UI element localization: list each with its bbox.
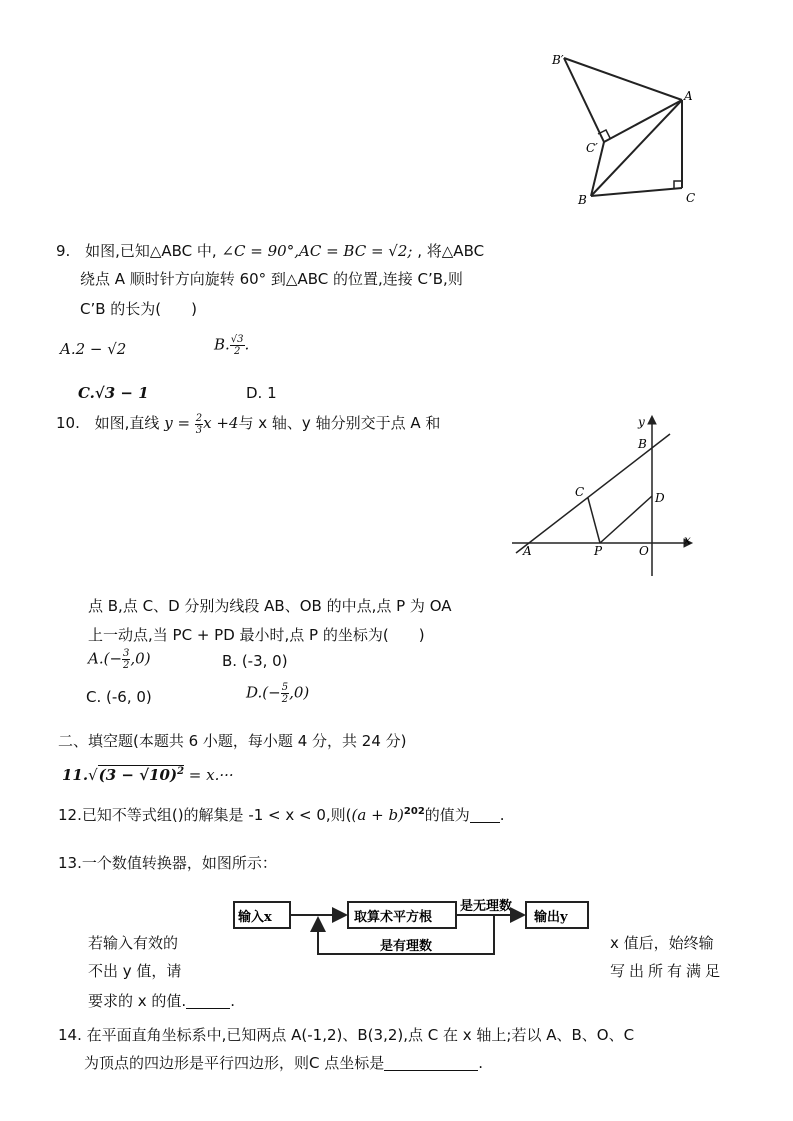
label-cprime: C′ [586,141,598,155]
numerator: 5 [281,682,289,693]
segment-p-d [600,496,652,543]
slope-fraction [195,413,203,436]
option-a: A.2 − √2 [60,340,127,358]
question-14-line2 [84,1052,483,1073]
exponent: 2 [177,766,185,777]
question-11 [62,766,234,784]
converter-flowchart [228,890,598,962]
sqrt-sign: √ [88,766,98,784]
label-o: O [639,544,649,558]
line-equation [164,412,239,436]
label-bprime: B′ [552,53,564,67]
question-text: 如图,已知△ABC 中, [85,242,217,260]
numerator: √3 [230,334,244,345]
equation-lhs: y = [164,414,191,432]
question-text: 为顶点的四边形是平行四边形，则C 点坐标是 [84,1054,385,1072]
answer-blank[interactable] [470,806,500,823]
denominator: 2 [123,660,130,671]
question-14-line1: 14. 在平面直角坐标系中,已知两点 A(-1,2)、B(3,2),点 C 在 x 轴上;若以 A、B、O、C [58,1026,635,1044]
coordinate-figure [508,412,694,582]
label-b: B [578,193,587,207]
segment-c-p [588,498,600,543]
box-input-label: 输入x [238,910,272,925]
question-9-line3: C’B 的长为( ) [80,300,198,318]
question-text: 的值为 [424,806,470,824]
box-input [234,902,290,928]
equation-rhs: x +4 [203,414,239,432]
label-x: x [684,533,691,547]
question-13: 13.一个数值转换器，如图所示： [58,854,277,872]
option-d: D. 1 [246,384,277,402]
label-c: C [686,191,696,205]
label-p: P [594,544,603,558]
exponent: 202 [403,806,425,817]
q13-text-left-2: 不出 y 值，请 [88,962,182,980]
label-b: B [638,437,647,451]
q13-text-right-1: x 值后，始终输 [610,934,714,952]
q13-text-left-3 [88,990,235,1011]
question-10 [56,412,440,436]
question-12 [58,804,505,825]
box-output-label: 输出y [534,910,568,925]
label-y: y [638,415,645,429]
q13-text-left-1: 若输入有效的 [88,934,179,952]
segment-cp-a [604,100,682,142]
y-axis-arrow-icon [648,416,656,424]
question-text: , 将△ABC [417,242,485,260]
numerator: 3 [123,648,130,659]
segment-a-b [591,100,682,196]
question-text: 12.已知不等式组()的解集是 -1 < x < 0,则( [58,806,352,824]
option-label: D.(− [246,683,281,702]
box-sqrt [348,902,456,928]
option-b [214,334,249,357]
option-end: . [244,335,250,354]
label-rational: 是有理数 [380,939,433,954]
radicand [98,765,184,784]
numerator: 2 [195,412,203,424]
label-a: A [523,544,532,558]
segment-b-c [591,188,682,196]
q13-text-right-2: 写出所有满足 [610,962,725,980]
question-end: . [230,992,235,1010]
radicand-base: (3 − √10) [98,766,178,784]
answer-blank[interactable] [384,1054,478,1071]
question-9 [56,240,484,261]
math-expression: (a + b) [351,806,404,824]
question-10-line2: 点 B,点 C、D 分别为线段 AB、OB 的中点,点 P 为 OA [88,597,452,615]
option-c: C. (-6, 0) [86,688,152,706]
box-output [526,902,588,928]
option-end: ,0) [130,649,151,668]
box-sqrt-label: 取算术平方根 [354,910,433,925]
label-irrational: 是无理数 [460,899,513,914]
question-10-line3: 上一动点,当 PC + PD 最小时,点 P 的坐标为( ) [88,626,425,644]
denominator: 2 [233,346,241,357]
question-number: 11. [62,766,89,784]
answer-blank[interactable] [186,992,230,1009]
label-a: A [684,89,693,103]
option-label: B. [214,335,230,354]
question-end: . [499,806,505,824]
question-number: 10. [56,414,80,432]
label-d: D [655,491,665,505]
option-label: A.(− [88,649,123,668]
option-a [88,648,151,671]
fraction [281,682,289,705]
option-end: ,0) [289,683,310,702]
question-end: . [478,1054,484,1072]
denominator: 3 [195,424,203,436]
rotation-triangle-figure [548,50,698,208]
question-text: 与 x 轴、y 轴分别交于点 A 和 [238,414,441,432]
question-number: 9. [56,242,71,260]
label-c: C [575,485,585,499]
equation-rhs: = x.··· [184,766,234,784]
fraction [230,334,245,357]
math-expression: ∠C = 90°,AC = BC = √2; [221,242,413,260]
question-text: 要求的 x 的值. [88,992,187,1010]
option-c: C.√3 − 1 [78,384,149,402]
denominator: 2 [281,694,289,705]
question-text: 如图,直线 [94,414,160,432]
section-title: 二、填空题(本题共 6 小题，每小题 4 分，共 24 分) [58,732,407,750]
option-d [246,682,309,705]
question-9-line2: 绕点 A 顺时针方向旋转 60° 到△ABC 的位置,连接 C’B,则 [80,270,463,288]
line-ab [516,434,670,553]
option-b: B. (-3, 0) [222,652,288,670]
